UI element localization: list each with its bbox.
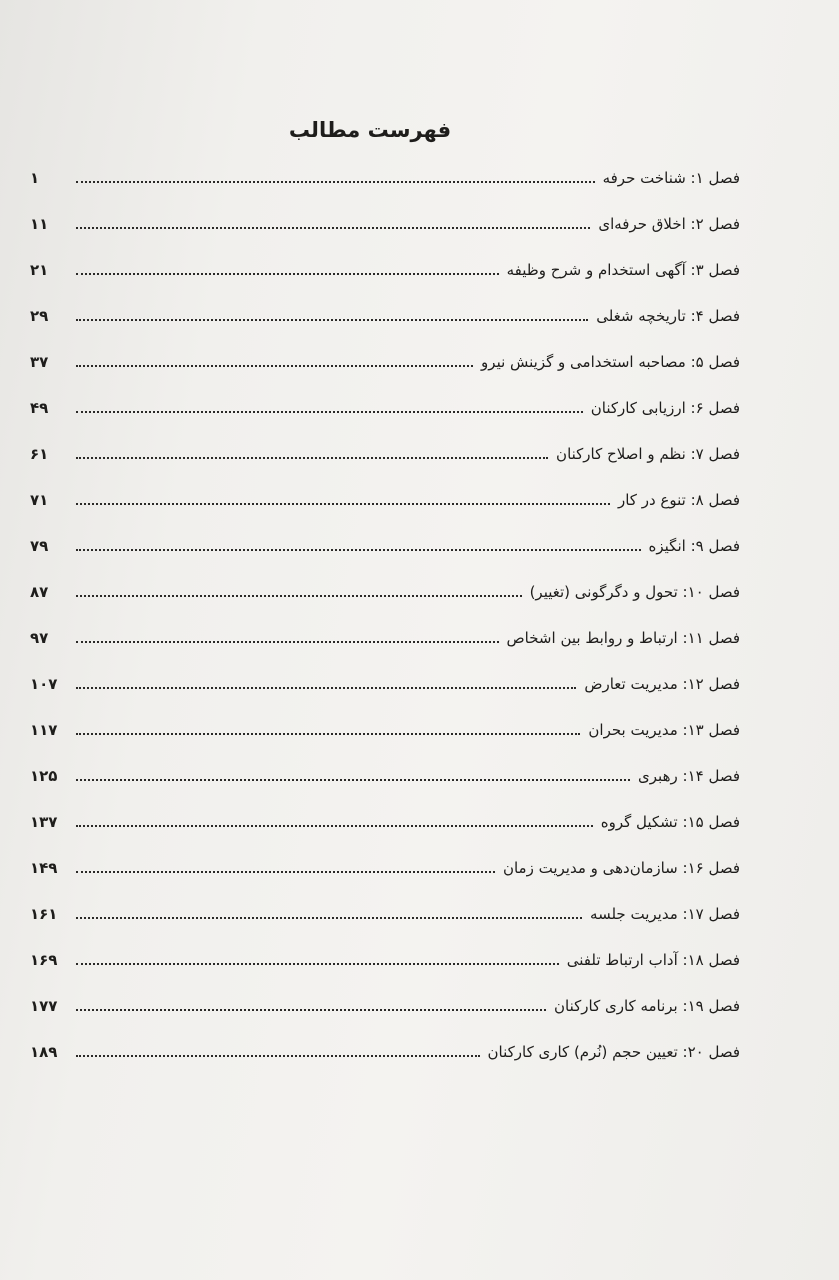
toc-entry-label: فصل ۲: اخلاق حرفه‌ای [598,215,740,233]
toc-page-number: ۱۶۱ [30,905,58,923]
dot-leader [76,595,522,597]
toc-entry [30,258,770,298]
dot-leader [76,1009,546,1011]
page-title: فهرست مطالب [288,118,452,142]
toc-entry [30,856,770,896]
toc-entry [30,902,770,942]
dot-leader [76,641,499,643]
toc-page-number: ۶۱ [30,445,49,463]
toc-entry-label: فصل ۵: مصاحبه استخدامی و گزینش نیرو [481,353,740,371]
toc-entry-label: فصل ۱۴: رهبری [638,767,740,785]
toc-page-number: ۷۹ [30,537,49,555]
toc-entry-label: فصل ۱۱: ارتباط و روابط بین اشخاص [506,629,740,647]
toc-page-number: ۱۴۹ [30,859,58,877]
toc-entry [30,442,770,482]
toc-page-number: ۱۳۷ [30,813,58,831]
toc-entry-label: فصل ۱۹: برنامه کاری کارکنان [554,997,740,1015]
toc-page-number: ۱۸۹ [30,1043,58,1061]
toc-entry-label: فصل ۱۰: تحول و دگرگونی (تغییر) [529,583,740,601]
toc-entry-label: فصل ۱: شناخت حرفه [602,169,740,187]
dot-leader [76,779,630,781]
toc-entry-label: فصل ۶: ارزیابی کارکنان [590,399,740,417]
toc-entry-label: فصل ۹: انگیزه [648,537,740,555]
toc-page-number: ۹۷ [30,629,49,647]
toc-page-number: ۱۲۵ [30,767,58,785]
dot-leader [76,319,588,321]
toc-entry-label: فصل ۷: نظم و اصلاح کارکنان [556,445,740,463]
toc-page-number: ۱۱ [30,215,49,233]
toc-page-number: ۱ [30,169,40,187]
toc-page-number: ۷۱ [30,491,49,509]
toc-entry [30,672,770,712]
dot-leader [76,963,559,965]
toc-entry [30,534,770,574]
dot-leader [76,181,595,183]
toc-entry-label: فصل ۱۳: مدیریت بحران [588,721,740,739]
toc-page-number: ۱۰۷ [30,675,58,693]
toc-entry-label: فصل ۸: تنوع در کار [617,491,740,509]
toc-page-number: ۲۱ [30,261,49,279]
dot-leader [76,365,473,367]
toc-entry [30,304,770,344]
dot-leader [76,917,582,919]
toc-entry [30,580,770,620]
toc-entry [30,718,770,758]
toc-entry [30,1040,770,1080]
toc-page-number: ۱۷۷ [30,997,58,1015]
toc-entry-label: فصل ۱۷: مدیریت جلسه [590,905,740,923]
toc-entry [30,764,770,804]
toc-entry [30,810,770,850]
toc-entry-label: فصل ۱۵: تشکیل گروه [600,813,740,831]
toc-entry-label: فصل ۳: آگهی استخدام و شرح وظیفه [506,261,740,279]
toc-page-number: ۳۷ [30,353,49,371]
toc-entry-label: فصل ۱۲: مدیریت تعارض [584,675,740,693]
dot-leader [76,503,610,505]
dot-leader [76,411,583,413]
toc-entry-label: فصل ۲۰: تعیین حجم (نُرم) کاری کارکنان [487,1043,740,1061]
toc-entry-label: فصل ۱۶: سازمان‌دهی و مدیریت زمان [502,859,740,877]
dot-leader [76,687,576,689]
dot-leader [76,273,499,275]
toc-entry [30,350,770,390]
toc-entry [30,948,770,988]
toc-page-number: ۱۱۷ [30,721,58,739]
toc-entry [30,212,770,252]
toc-page-number: ۱۶۹ [30,951,58,969]
toc-entry-label: فصل ۱۸: آداب ارتباط تلفنی [566,951,740,969]
dot-leader [76,871,495,873]
toc-entry [30,166,770,206]
dot-leader [76,227,590,229]
dot-leader [76,549,641,551]
toc-entry [30,626,770,666]
toc-page-number: ۲۹ [30,307,49,325]
dot-leader [76,733,580,735]
dot-leader [76,825,593,827]
dot-leader [76,457,548,459]
toc-entry [30,396,770,436]
toc-entry [30,488,770,528]
toc-page-number: ۴۹ [30,399,49,417]
toc-page-number: ۸۷ [30,583,49,601]
toc-entry [30,994,770,1034]
dot-leader [76,1055,480,1057]
table-of-contents [30,166,770,1126]
toc-entry-label: فصل ۴: تاریخچه شغلی [596,307,740,325]
